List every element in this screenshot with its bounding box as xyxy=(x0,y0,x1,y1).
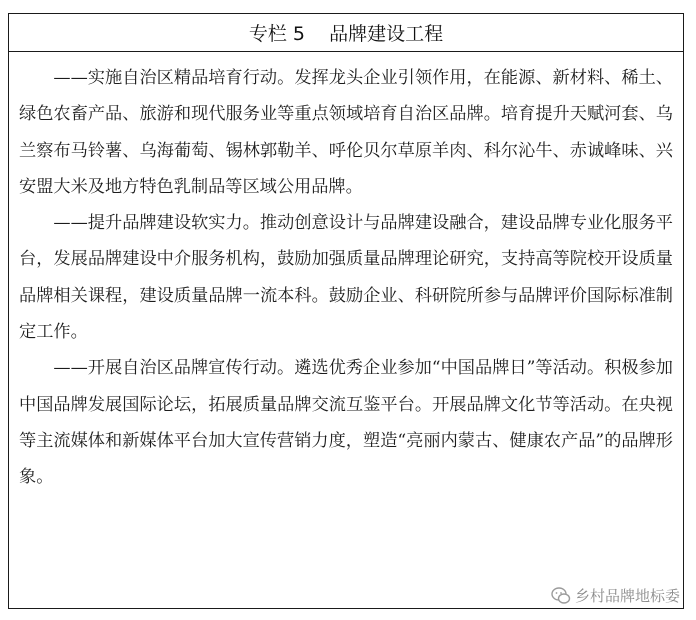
paragraph-brand-cultivation: ——实施自治区精品培育行动。发挥龙头企业引领作用，在能源、新材料、稀土、绿色农畜产品、旅游和现代服务业等重点领域培育自治区品牌。培育提升天赋河套、乌兰察布马铃薯、乌海葡萄、锡林郭勒羊、呼伦贝尔草原羊肉、科尔沁牛、赤诚峰味、兴安盟大米及地方特色乳制品等区域公用品牌。 xyxy=(19,68,673,197)
column-title-text: 品牌建设工程 xyxy=(329,23,444,45)
watermark-text: 乡村品牌地标委 xyxy=(574,587,680,605)
paragraph-promotion: ——开展自治区品牌宣传行动。遴选优秀企业参加“中国品牌日”等活动。积极参加中国品牌发展国际论坛，拓展质量品牌交流互鉴平台。开展品牌文化节等活动。在央视等主流媒体和新媒体平台加大宣传营销力度，塑造“亮丽内蒙古、健康农产品”的品牌形象。 xyxy=(19,358,673,488)
column-box xyxy=(8,13,684,609)
title-gap xyxy=(305,22,329,44)
column-number: 专栏 5 xyxy=(248,23,305,45)
wechat-icon xyxy=(551,586,571,606)
column-title xyxy=(9,14,683,52)
watermark xyxy=(551,585,680,606)
column-content xyxy=(9,52,683,496)
paragraph-soft-power: ——提升品牌建设软实力。推动创意设计与品牌建设融合，建设品牌专业化服务平台，发展品牌建设中介服务机构，鼓励加强质量品牌理论研究，支持高等院校开设质量品牌相关课程，建设质量品牌一流本科。鼓励企业、科研院所参与品牌评价国际标准制定工作。 xyxy=(19,213,673,343)
